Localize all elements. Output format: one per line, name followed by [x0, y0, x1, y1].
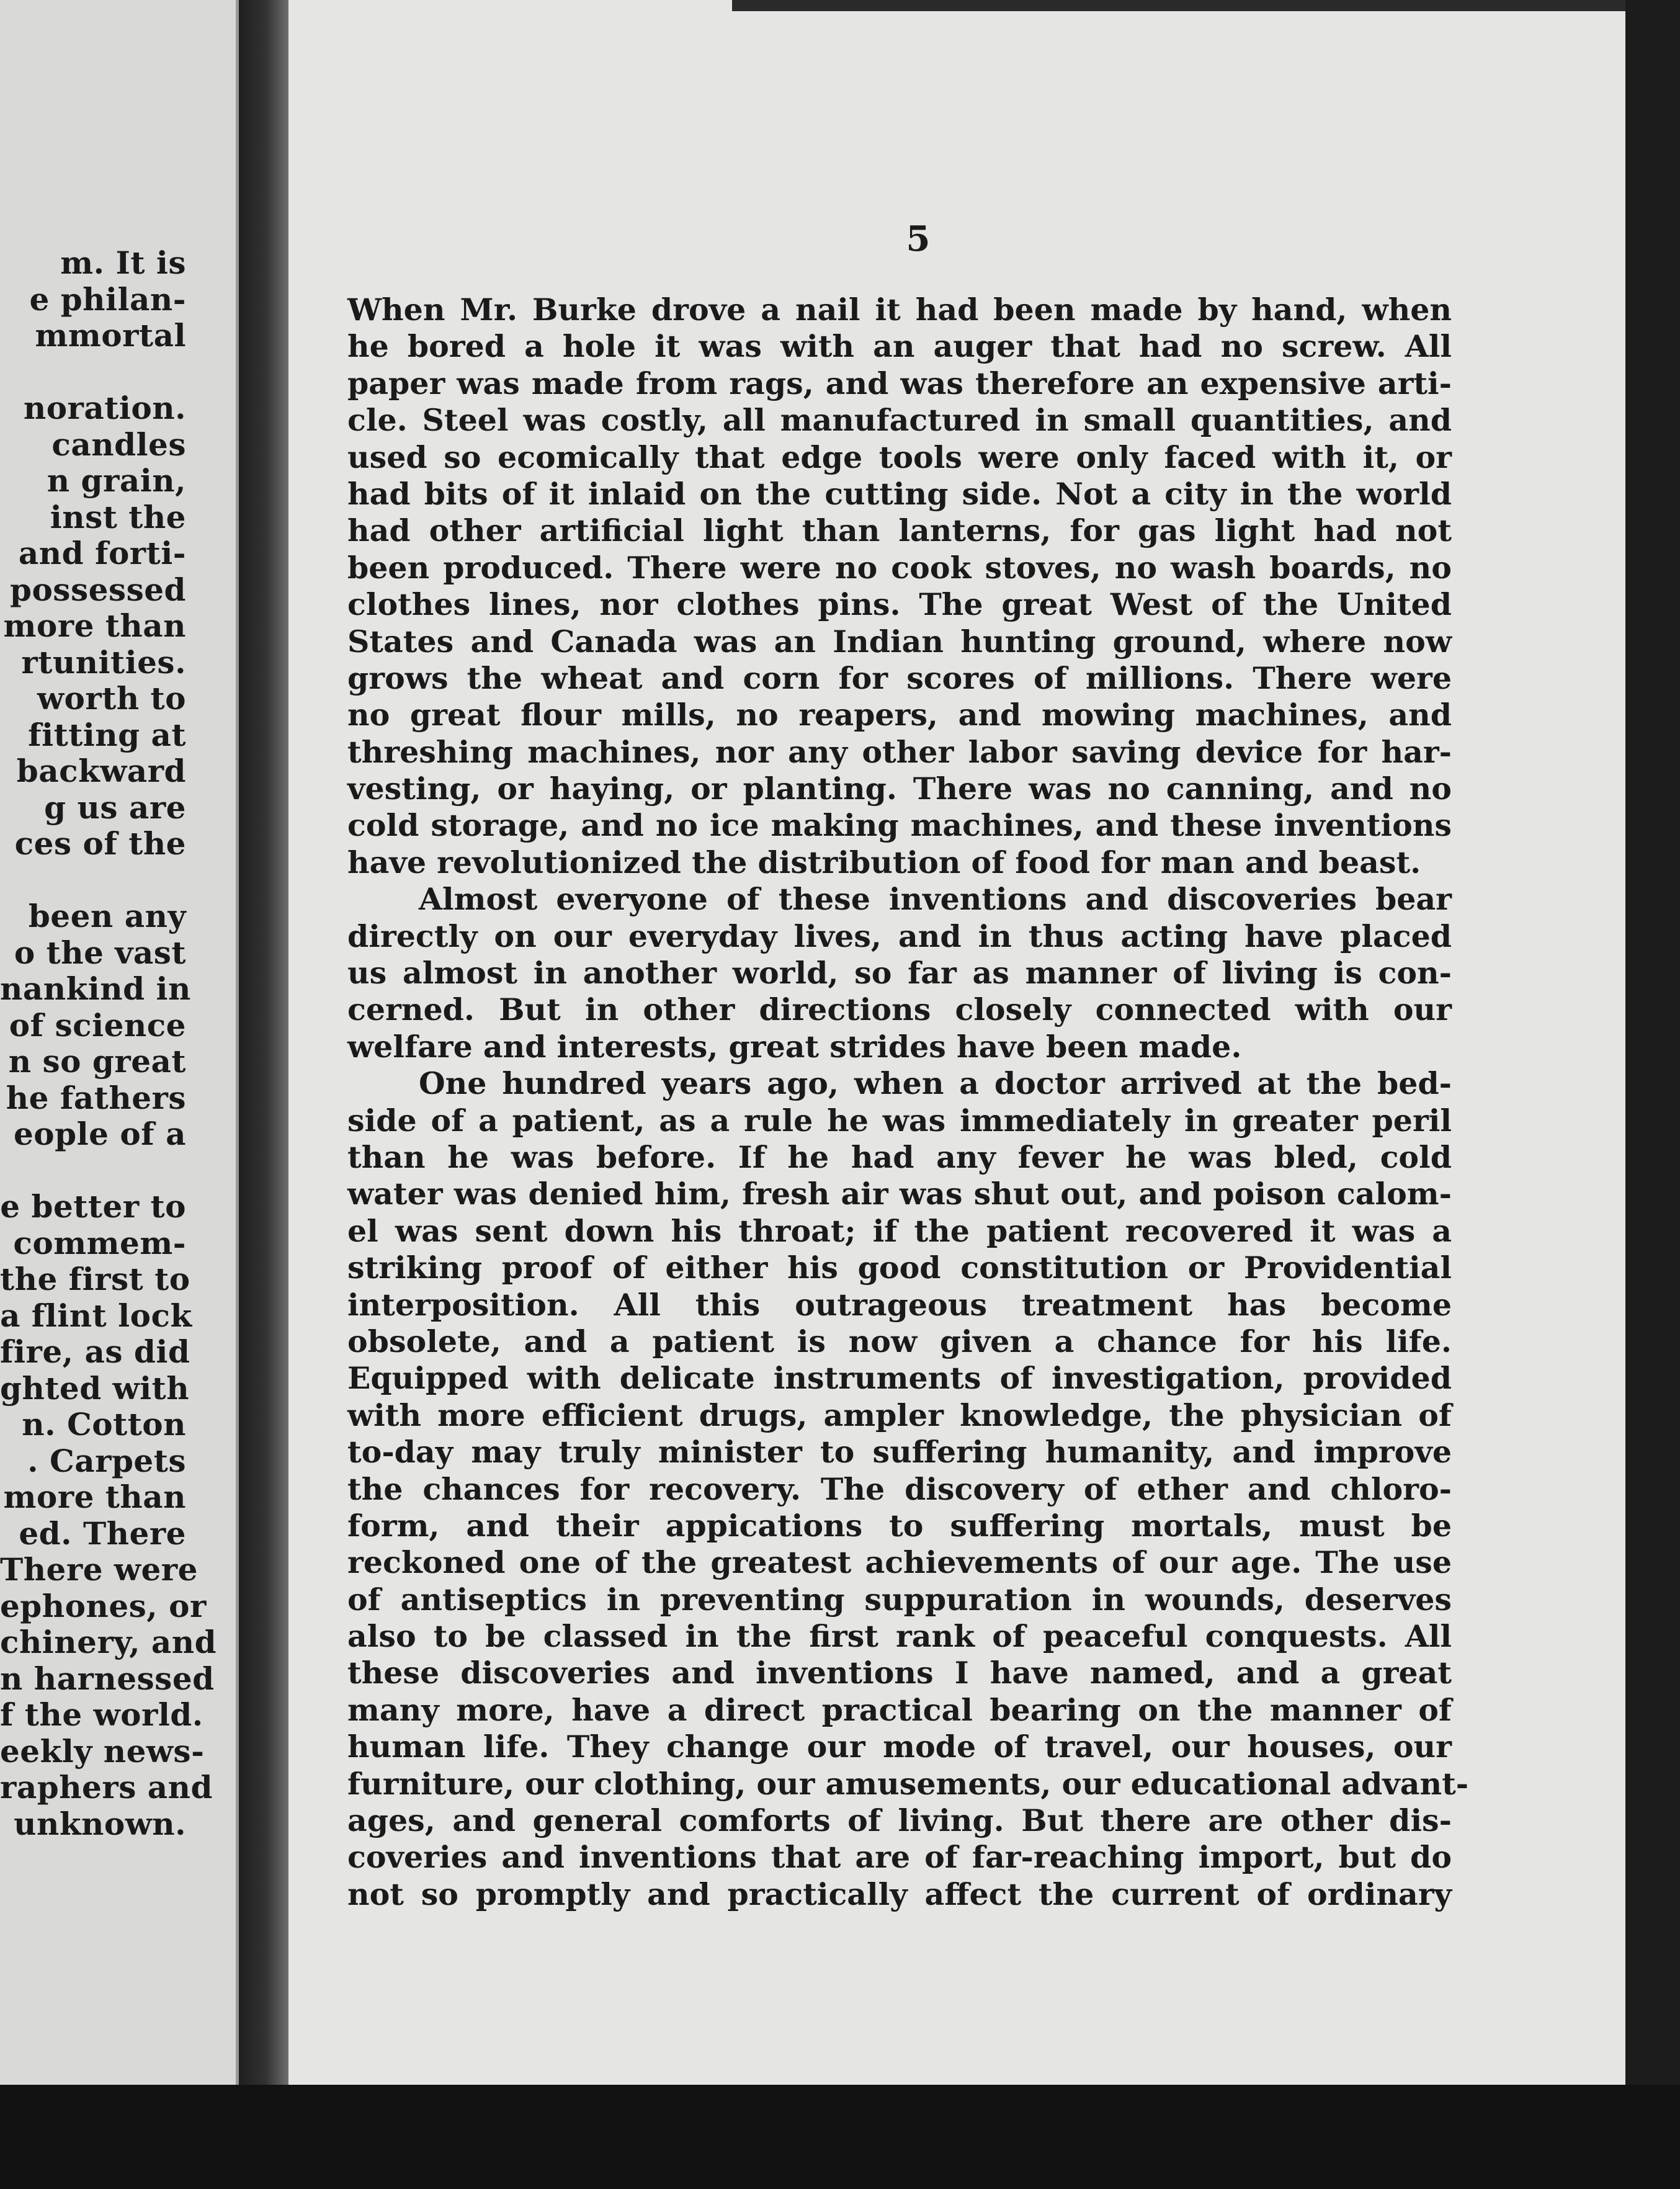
left-page-line: more than [3, 1479, 186, 1515]
text-line: these discoveries and inventions I have named, and a great [347, 1655, 1452, 1691]
left-page-line: raphers and [0, 1769, 213, 1806]
left-page-line: ces of the [14, 825, 186, 862]
left-page-line: ghted with [0, 1369, 190, 1407]
left-page-line: more than [3, 607, 186, 644]
text-line: When Mr. Burke drove a nail it had been made by hand, when [347, 292, 1452, 328]
left-page-line: n. Cotton [22, 1406, 186, 1443]
left-page-line: backward [16, 753, 186, 789]
left-page-line: been any [28, 898, 186, 934]
right-edge [1625, 0, 1680, 2189]
text-line: Almost everyone of these inventions and discoveries bear [419, 881, 1452, 918]
text-line: had bits of it inlaid on the cutting side. Not a city in the world [347, 475, 1452, 512]
text-line: directly on our everyday lives, and in thus acting have placed [347, 918, 1452, 954]
left-page-line: the first to [0, 1261, 190, 1297]
text-line: grows the wheat and corn for scores of millions. There were [347, 660, 1452, 696]
left-page-line: n grain, [47, 462, 186, 499]
left-page-line: n so great [8, 1043, 186, 1080]
left-page-line [0, 1153, 186, 1189]
left-page-line: possessed [10, 571, 186, 608]
left-page-line: inst the [50, 498, 186, 535]
left-page-line: of science [9, 1006, 186, 1044]
text-line: striking proof of either his good constitution or Providential [347, 1250, 1452, 1286]
text-line: had other artificial light than lanterns, for gas light had not [347, 513, 1452, 549]
text-line: threshing machines, nor any other labor saving device for har- [347, 733, 1452, 770]
text-line: us almost in another world, so far as manner of living is con- [347, 955, 1452, 992]
left-page-text-column [0, 244, 217, 1842]
text-line: paper was made from rags, and was therefore an expensive arti- [347, 365, 1452, 401]
text-line: States and Canada was an Indian hunting ground, where now [347, 623, 1452, 660]
text-line: than he was before. If he had any fever he was bled, cold [347, 1139, 1452, 1175]
left-page-line: fire, as did [0, 1333, 190, 1370]
text-line: One hundred years ago, when a doctor arrived at the bed- [419, 1065, 1452, 1102]
left-page [0, 0, 236, 2110]
text-line: ages, and general comforts of living. But there are other dis- [347, 1802, 1452, 1839]
text-line: cle. Steel was costly, all manufactured in small quantities, and [347, 402, 1452, 439]
left-page-line: worth to [37, 680, 186, 717]
bottom-band [0, 2085, 1680, 2189]
left-page-line: unknown. [14, 1805, 186, 1842]
left-page-line: ephones, or [0, 1587, 207, 1624]
text-line: cerned. But in other directions closely connected with our [347, 992, 1452, 1028]
text-line: side of a patient, as a rule he was immediately in greater peril [347, 1102, 1452, 1139]
text-line: welfare and interests, great strides have been made. [347, 1028, 1242, 1065]
left-page-line: g us are [44, 789, 186, 826]
left-page-line: ed. There [19, 1515, 186, 1552]
book-gutter [239, 0, 288, 2091]
text-line: vesting, or haying, or planting. There was no canning, and no [347, 771, 1452, 807]
text-line: clothes lines, nor clothes pins. The great West of the United [347, 586, 1452, 623]
left-page-line: n harnessed [0, 1660, 215, 1697]
top-border [732, 0, 1663, 11]
left-page-line [0, 354, 186, 391]
text-line: with more efficient drugs, ampler knowledge, the physician of [347, 1397, 1452, 1433]
left-page-line: f the world. [0, 1696, 203, 1733]
page-number: 5 [906, 218, 931, 259]
text-line: used so ecomically that edge tools were only faced with it, or [347, 439, 1452, 475]
left-page-line: e philan- [29, 280, 186, 318]
left-page-line [0, 862, 186, 899]
left-page-line: candles [51, 426, 186, 463]
left-page-line: eople of a [14, 1116, 186, 1152]
text-line: he bored a hole it was with an auger that had no screw. All [347, 328, 1452, 365]
text-line: Equipped with delicate instruments of investigation, provided [347, 1360, 1452, 1397]
text-line: furniture, our clothing, our amusements, our educational advant- [347, 1765, 1469, 1802]
text-line: cold storage, and no ice making machines, and these inventions [347, 807, 1452, 844]
text-line: not so promptly and practically affect the current of ordinary [347, 1876, 1452, 1912]
text-line: have revolutionized the distribution of food for man and beast. [347, 844, 1421, 880]
text-line: coveries and inventions that are of far-reaching import, but do [347, 1839, 1452, 1876]
text-line: form, and their appications to suffering mortals, must be [347, 1507, 1452, 1544]
left-page-line: a flint lock [0, 1297, 192, 1334]
left-page-line: rtunities. [21, 643, 186, 681]
left-page-line: commem- [13, 1224, 186, 1261]
left-page-line: eekly news- [0, 1732, 205, 1770]
left-page-line: There were [0, 1551, 198, 1588]
text-line: el was sent down his throat; if the patient recovered it was a [347, 1212, 1452, 1249]
text-line: been produced. There were no cook stoves, no wash boards, no [347, 549, 1452, 586]
left-page-line: . Carpets [27, 1442, 186, 1479]
left-page-line: he fathers [6, 1079, 186, 1116]
left-page-line: e better to [0, 1188, 186, 1225]
left-page-line: and forti- [18, 535, 186, 571]
body-text [347, 292, 1469, 1913]
left-page-line: mmortal [35, 317, 186, 354]
left-page-line: o the vast [14, 934, 186, 971]
text-line: obsolete, and a patient is now given a chance for his life. [347, 1323, 1452, 1359]
left-page-line: chinery, and [0, 1624, 217, 1660]
text-line: many more, have a direct practical bearing on the manner of [347, 1691, 1452, 1728]
text-line: also to be classed in the first rank of peaceful conquests. All [347, 1618, 1452, 1655]
text-line: human life. They change our mode of travel, our houses, our [347, 1729, 1452, 1765]
text-line: water was denied him, fresh air was shut out, and poison calom- [347, 1176, 1452, 1212]
left-page-line: m. It is [60, 244, 186, 281]
left-page-line: noration. [23, 390, 186, 426]
text-line: no great flour mills, no reapers, and mowing machines, and [347, 697, 1452, 733]
text-line: the chances for recovery. The discovery of ether and chloro- [347, 1471, 1452, 1507]
text-line: reckoned one of the greatest achievements of our age. The use [347, 1544, 1452, 1581]
text-line: to-day may truly minister to suffering humanity, and improve [347, 1434, 1452, 1471]
text-line: of antiseptics in preventing suppuration in wounds, deserves [347, 1581, 1452, 1618]
text-line: interposition. All this outrageous treatment has become [347, 1286, 1452, 1323]
left-page-line: nankind in [0, 970, 191, 1007]
left-page-line: fitting at [28, 716, 186, 753]
